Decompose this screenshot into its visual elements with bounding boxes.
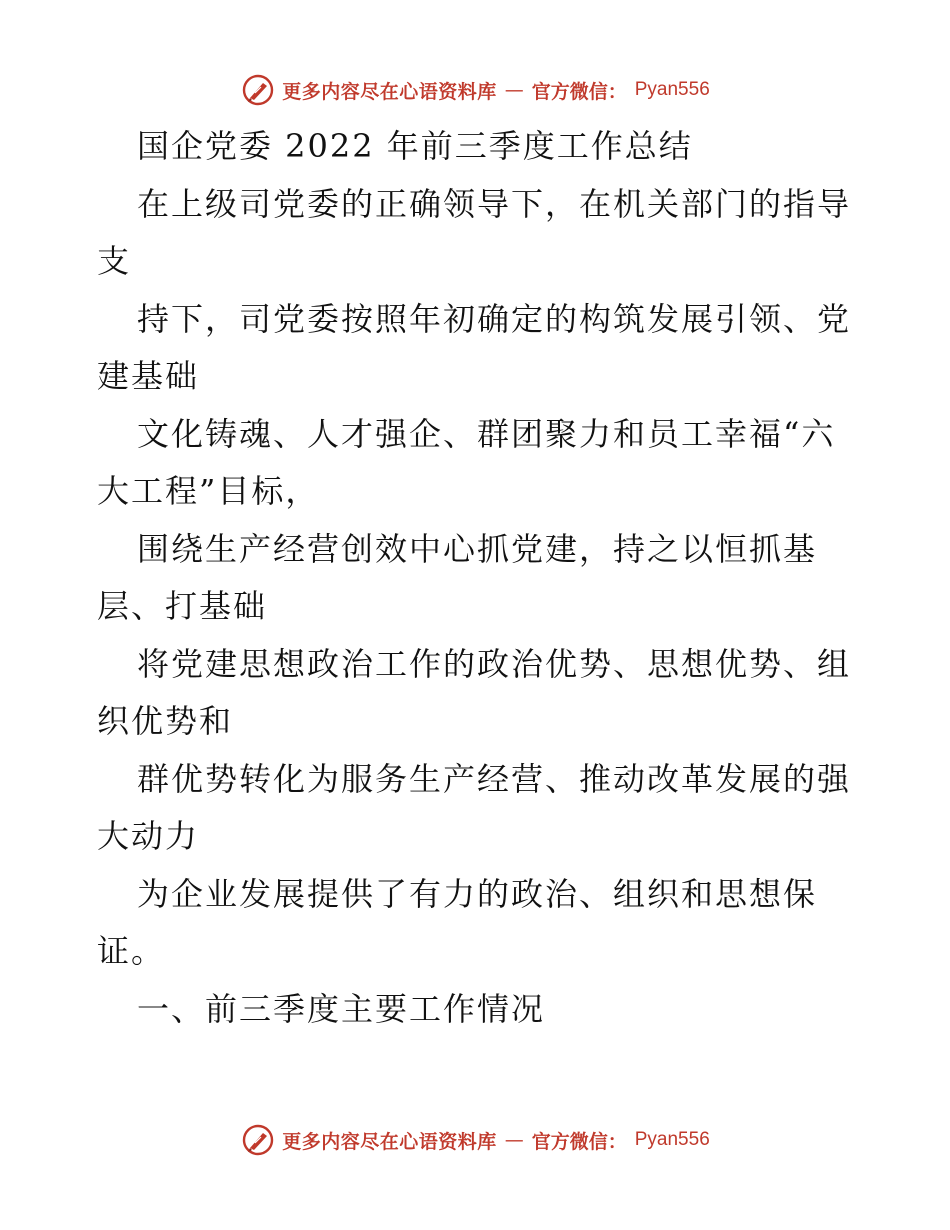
quill-pen-logo-icon bbox=[240, 72, 276, 108]
banner-wechat-label: 官方微信： bbox=[531, 80, 627, 103]
paragraph-line: 支 bbox=[97, 242, 132, 280]
paragraph-line: 建基础 bbox=[97, 357, 200, 395]
header-banner bbox=[0, 70, 950, 110]
paragraph-line: 文化铸魂、人才强企、群团聚力和员工幸福“六 bbox=[137, 414, 836, 453]
banner-wechat-id: Pyan556 bbox=[634, 1129, 710, 1150]
banner-title: 更多内容尽在心语资料库 bbox=[282, 80, 497, 103]
document-body bbox=[97, 118, 857, 1038]
paragraph-line: 将党建思想政治工作的政治优势、思想优势、组 bbox=[137, 644, 852, 683]
paragraph-line: 持下，司党委按照年初确定的构筑发展引领、党 bbox=[137, 299, 852, 338]
paragraph-line: 大动力 bbox=[97, 817, 200, 855]
paragraph-line: 围绕生产经营创效中心抓党建，持之以恒抓基 bbox=[137, 529, 818, 568]
paragraph-line: 证。 bbox=[97, 932, 166, 970]
document-title: 国企党委 2022 年前三季度工作总结 bbox=[137, 127, 693, 165]
paragraph-line: 大工程”目标， bbox=[97, 472, 320, 510]
banner-wechat-id: Pyan556 bbox=[634, 79, 710, 100]
paragraph-line: 在上级司党委的正确领导下，在机关部门的指导 bbox=[137, 184, 852, 223]
banner-title: 更多内容尽在心语资料库 bbox=[282, 1130, 497, 1153]
paragraph-line: 层、打基础 bbox=[97, 587, 268, 625]
paragraph-line: 群优势转化为服务生产经营、推动改革发展的强 bbox=[137, 759, 852, 798]
paragraph-line: 织优势和 bbox=[97, 702, 234, 740]
paragraph-line: 为企业发展提供了有力的政治、组织和思想保 bbox=[137, 874, 818, 913]
quill-pen-logo-icon bbox=[240, 1122, 276, 1158]
banner-separator: — bbox=[504, 1129, 524, 1151]
section-heading: 一、前三季度主要工作情况 bbox=[137, 989, 546, 1028]
banner-separator: — bbox=[504, 79, 524, 101]
footer-banner bbox=[0, 1120, 950, 1160]
banner-wechat-label: 官方微信： bbox=[531, 1130, 627, 1153]
